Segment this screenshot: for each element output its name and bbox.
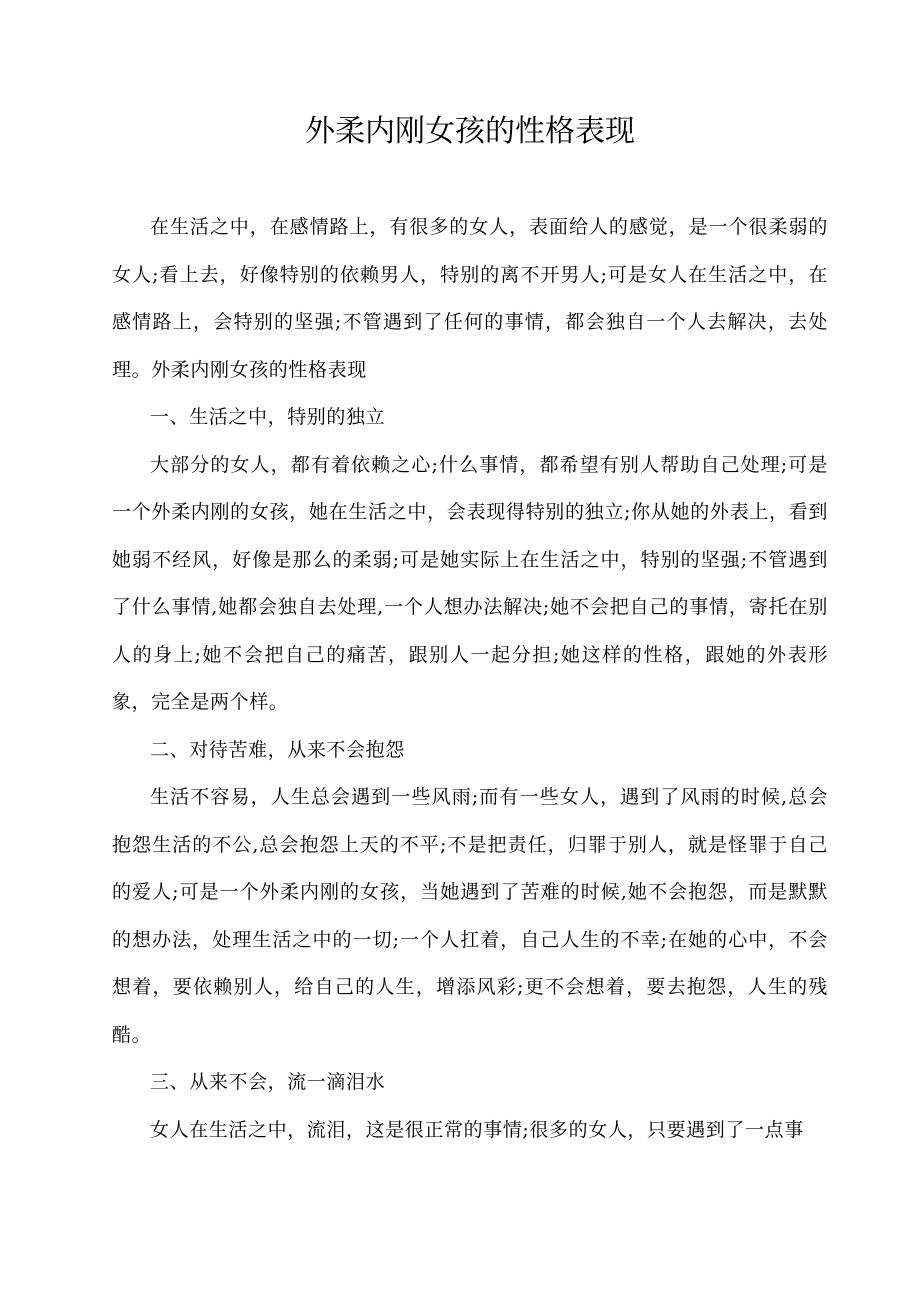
section-heading-3: 三、从来不会，流一滴泪水 [150,1071,386,1093]
intro-paragraph: 在生活之中，在感情路上，有很多的女人，表面给人的感觉，是一个很柔弱的女人;看上去，好像特别的依赖男人，特别的离不开男人;可是女人在生活之中，在感情路上，会特别的坚强;不管遇到了任何的事情，都会独自一个人去解决，去处理。外柔内刚女孩的性格表现 [112,216,828,381]
section-paragraph-1: 大部分的女人，都有着依赖之心;什么事情，都希望有别人帮助自己处理;可是一个外柔内刚的女孩，她在生活之中，会表现得特别的独立;你从她的外表上，看到她弱不经风，好像是那么的柔弱;可是她实际上在生活之中，特别的坚强;不管遇到了什么事情,她都会独自去处理,一个人想办法解决;她不会把自己的事情，寄托在别人的身上;她不会把自己的痛苦，跟别人一起分担;她这样的性格，跟她的外表形象，完全是两个样。 [112,453,828,713]
section-heading-1: 一、生活之中，特别的独立 [150,406,386,428]
document-title: 外柔内刚女孩的性格表现 [305,114,635,149]
document-body [112,204,828,1154]
section-paragraph-2: 生活不容易，人生总会遇到一些风雨;而有一些女人，遇到了风雨的时候,总会抱怨生活的不公,总会抱怨上天的不平;不是把责任，归罪于别人，就是怪罪于自己的爱人;可是一个外柔内刚的女孩，当她遇到了苦难的时候,她不会抱怨，而是默默的想办法，处理生活之中的一切;一个人扛着，自己人生的不幸;在她的心中，不会想着，要依赖别人，给自己的人生，增添风彩;更不会想着，要去抱怨，人生的残酷。 [112,786,828,1046]
section-heading-2: 二、对待苦难，从来不会抱怨 [150,738,405,761]
section-paragraph-3: 女人在生活之中，流泪，这是很正常的事情;很多的女人，只要遇到了一点事 [150,1118,804,1141]
